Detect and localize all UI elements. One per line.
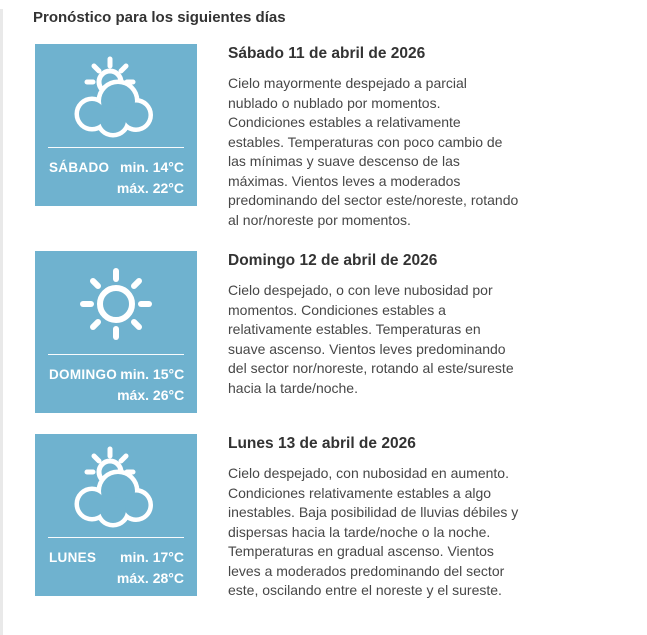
tile-temps <box>117 547 184 589</box>
max-temp-row <box>117 570 184 586</box>
forecast-panel <box>0 9 647 635</box>
card-description: Cielo despejado, o con leve nubosidad por momentos. Condiciones estables a relativamente estables. Temperaturas en suave ascenso. Vientos leves predominando del sector nor/noreste, rotando al este/sureste hacia la tarde/noche. <box>228 282 514 396</box>
min-temp-row <box>120 366 184 382</box>
forecast-card-monday <box>35 434 647 601</box>
min-temp: 17°C <box>152 549 184 565</box>
max-temp-row <box>117 387 184 403</box>
day-label: LUNES <box>49 550 97 565</box>
card-text <box>228 44 520 230</box>
card-title: Sábado 11 de abril de 2026 <box>228 45 426 62</box>
tile-meta <box>35 538 197 589</box>
min-temp-row <box>120 159 184 175</box>
weather-tile <box>35 251 197 413</box>
min-temp: 15°C <box>152 366 185 382</box>
tile-icon-area <box>35 434 197 537</box>
min-label: min. <box>120 159 149 175</box>
max-label: máx. <box>116 570 149 586</box>
forecast-card-saturday <box>35 44 647 230</box>
card-text <box>228 251 520 398</box>
sun-cloud-icon <box>66 54 166 142</box>
forecast-card-sunday <box>35 251 647 413</box>
tile-icon-area <box>35 44 197 147</box>
max-label: máx. <box>116 180 149 196</box>
card-title: Domingo 12 de abril de 2026 <box>228 252 438 269</box>
max-temp: 26°C <box>152 387 185 403</box>
card-description: Cielo despejado, con nubosidad en aumento. Condiciones relativamente estables a algo inestables. Baja posibilidad de lluvias débiles y dispersas hacia la tarde/noche o la noche. Temperaturas en gradual ascenso. Vientos leves a moderados predominando del sector este, oscilando entre el noreste y el sureste. <box>228 465 519 598</box>
card-text <box>228 434 520 601</box>
max-temp-row <box>117 180 184 196</box>
tile-icon-area <box>35 251 197 354</box>
day-label: SÁBADO <box>49 160 110 175</box>
min-label: min. <box>120 366 150 382</box>
tile-meta <box>35 355 197 406</box>
min-label: min. <box>120 549 149 565</box>
min-temp: 14°C <box>152 159 184 175</box>
sun-icon <box>66 261 166 349</box>
tile-meta <box>35 148 197 199</box>
sun-cloud-icon <box>66 444 166 532</box>
max-temp: 28°C <box>152 570 184 586</box>
card-title: Lunes 13 de abril de 2026 <box>228 435 416 452</box>
day-label: DOMINGO <box>49 367 118 382</box>
page-title: Pronóstico para los siguientes días <box>33 9 286 26</box>
weather-tile <box>35 44 197 206</box>
tile-temps <box>117 364 184 406</box>
max-temp: 22°C <box>152 180 184 196</box>
max-label: máx. <box>117 387 150 403</box>
min-temp-row <box>120 549 184 565</box>
weather-tile <box>35 434 197 596</box>
tile-temps <box>117 157 184 199</box>
card-description: Cielo mayormente despejado a parcial nublado o nublado por momentos. Condiciones estables a relativamente estables. Temperaturas con poco cambio de las mínimas y suave descenso de las máximas. Vientos leves a moderados predominando del sector este/noreste, rotando al nor/noreste por momentos. <box>228 75 519 228</box>
forecast-card-list <box>35 44 647 601</box>
